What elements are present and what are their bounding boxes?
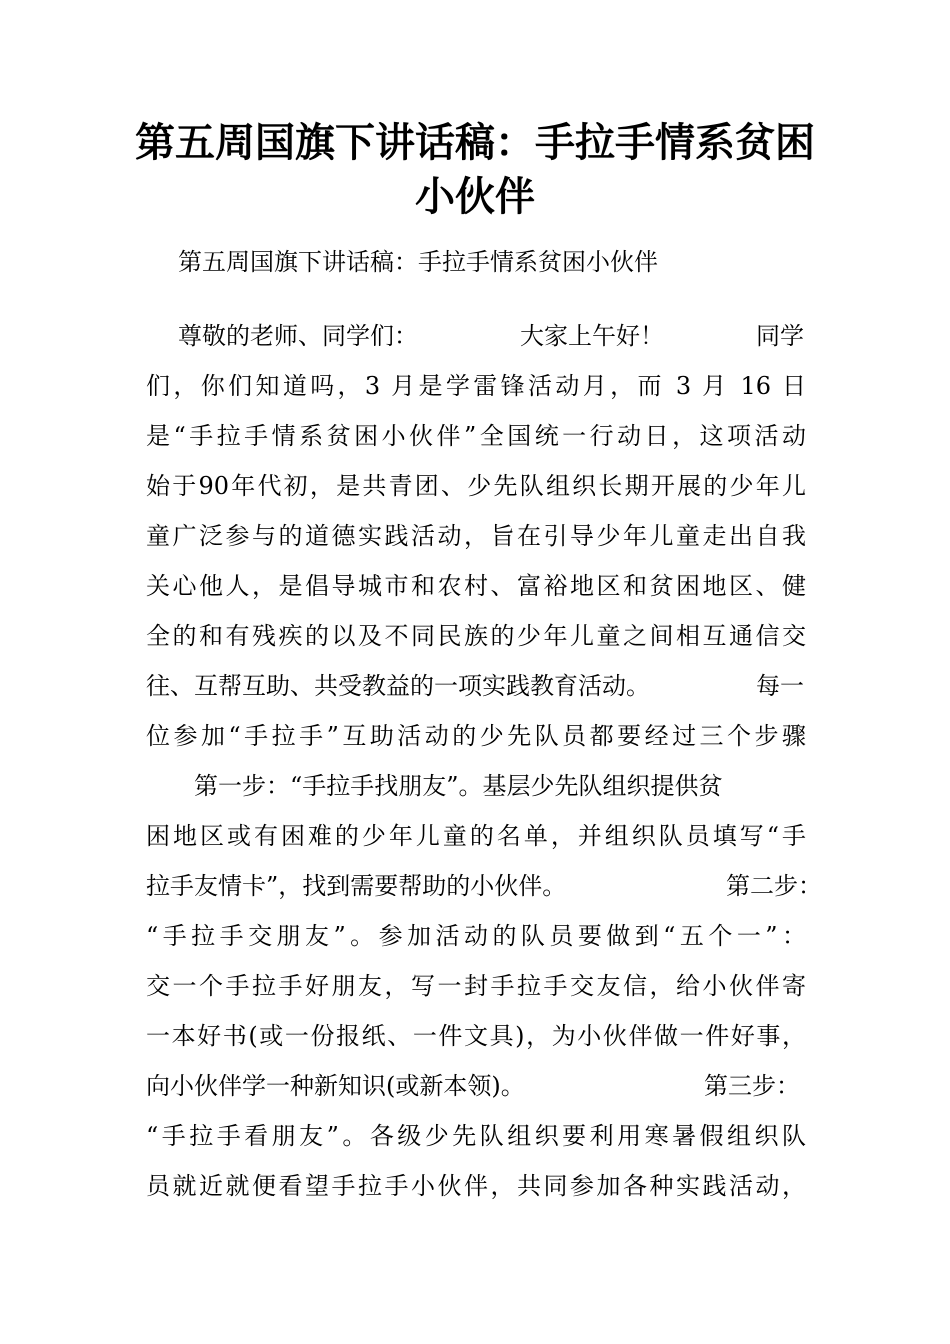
paragraph-line: “手拉手交朋友”。参加活动的队员要做到“五个一”： xyxy=(146,922,806,950)
step-two-label: 第二步： xyxy=(726,872,822,900)
paragraph-line: 始于90年代初，是共青团、少先队组织长期开展的少年儿 xyxy=(146,472,806,500)
paragraph-line: 困地区或有困难的少年儿童的名单，并组织队员填写“手 xyxy=(146,822,806,850)
paragraph-text: 往、互帮互助、共受教益的一项实践教育活动。 xyxy=(146,672,650,700)
paragraph-line: “手拉手看朋友”。各级少先队组织要利用寒暑假组织队 xyxy=(146,1122,806,1150)
document-subtitle: 第五周国旗下讲话稿：手拉手情系贫困小伙伴 xyxy=(178,248,658,276)
document-title-line-2: 小伙伴 xyxy=(415,173,535,220)
paragraph-line: 员就近就便看望手拉手小伙伴，共同参加各种实践活动， xyxy=(146,1172,806,1200)
paragraph-text: 拉手友情卡”，找到需要帮助的小伙伴。 xyxy=(146,872,567,900)
step-three-label: 第三步： xyxy=(704,1072,800,1100)
paragraph-text: 每一 xyxy=(756,672,804,700)
document-title-line-1: 第五周国旗下讲话稿：手拉手情系贫困 xyxy=(135,119,815,166)
paragraph-line: 关心他人，是倡导城市和农村、富裕地区和贫困地区、健 xyxy=(146,572,806,600)
paragraph-line: 一本好书(或一份报纸、一件文具)，为小伙伴做一件好事， xyxy=(146,1022,806,1050)
paragraph-line: 们，你们知道吗，3 月是学雷锋活动月，而 3 月 16 日 xyxy=(146,372,806,400)
paragraph-line: 交一个手拉手好朋友，写一封手拉手交友信，给小伙伴寄 xyxy=(146,972,806,1000)
greeting-text: 尊敬的老师、同学们： xyxy=(178,322,418,350)
paragraph-line: 位参加“手拉手”互助活动的少先队员都要经过三个步骤 xyxy=(146,722,806,750)
paragraph-line: 童广泛参与的道德实践活动，旨在引导少年儿童走出自我 xyxy=(146,522,806,550)
step-one-text: 第一步：“手拉手找朋友”。基层少先队组织提供贫 xyxy=(194,772,723,800)
paragraph-text: 同学 xyxy=(756,322,804,350)
paragraph-line: 是“手拉手情系贫困小伙伴”全国统一行动日，这项活动 xyxy=(146,422,806,450)
paragraph-line: 全的和有残疾的以及不同民族的少年儿童之间相互通信交 xyxy=(146,622,806,650)
greeting-text: 大家上午好！ xyxy=(520,322,664,350)
paragraph-text: 向小伙伴学一种新知识(或新本领)。 xyxy=(146,1072,525,1100)
